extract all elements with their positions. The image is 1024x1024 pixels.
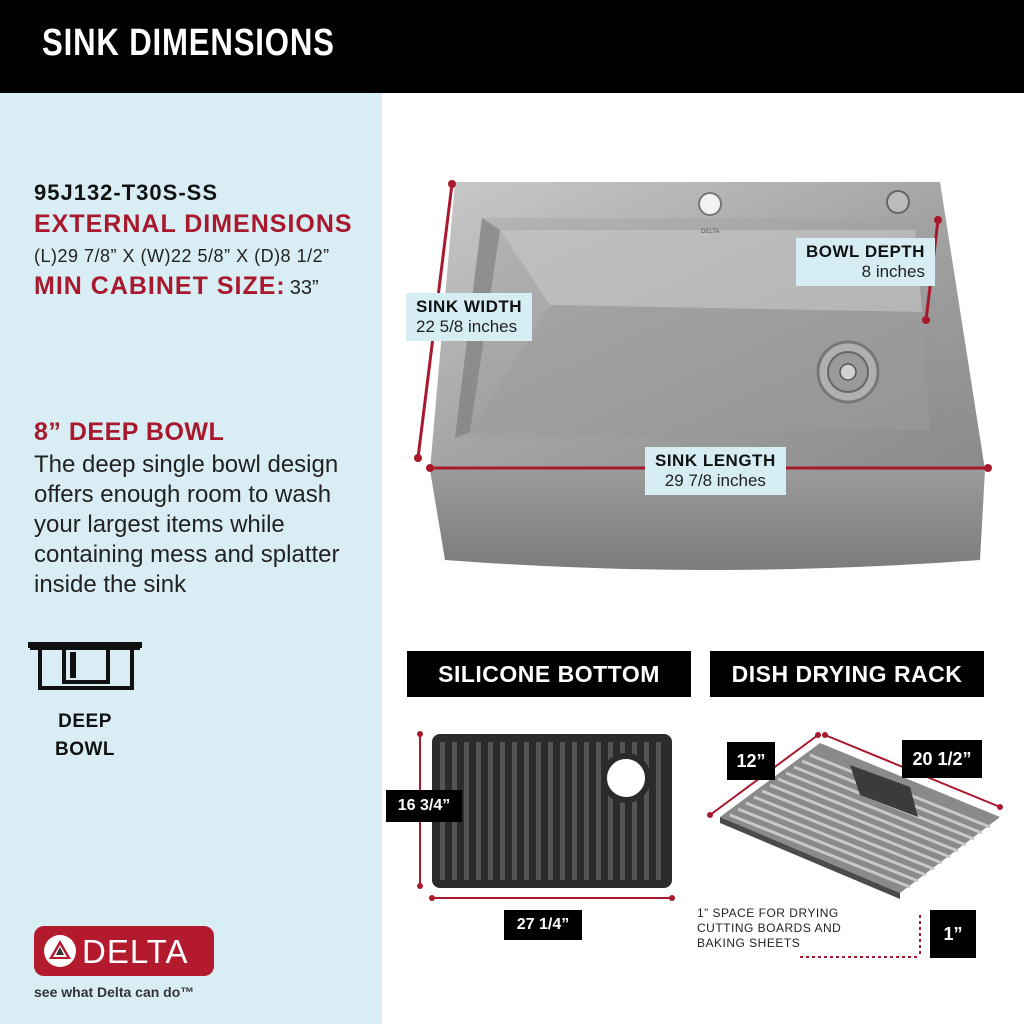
sink-length-title: SINK LENGTH: [655, 451, 776, 470]
bowl-depth-title: BOWL DEPTH: [806, 242, 925, 261]
delta-triangle-icon: [42, 933, 78, 969]
min-cabinet-label: MIN CABINET SIZE:: [34, 272, 286, 300]
drain-cutout-icon: [604, 756, 648, 800]
faucet-hole: [699, 193, 721, 215]
rack-clearance-label: 1”: [930, 910, 976, 958]
external-dimensions-title: EXTERNAL DIMENSIONS: [34, 210, 353, 238]
rack-clearance-note: 1” SPACE FOR DRYING CUTTING BOARDS AND BAKING SHEETS: [697, 906, 842, 950]
external-dimensions-value: (L)29 7/8” X (W)22 5/8” X (D)8 1/2”: [34, 246, 330, 266]
sink-width-callout: [406, 293, 532, 341]
rack-width-label: 20 1/2”: [902, 740, 982, 778]
drain-button-icon: [887, 191, 909, 213]
delta-logo: [34, 926, 214, 976]
grid-width-label: 27 1/4”: [504, 910, 582, 940]
sink-width-title: SINK WIDTH: [416, 297, 523, 316]
sink-length-value: 29 7/8 inches: [664, 471, 766, 490]
silicone-grid-title: SILICONE BOTTOM GRID: [407, 651, 691, 697]
sink-brand-mark: DELTA: [701, 229, 720, 235]
sink-width-value: 22 5/8 inches: [416, 317, 518, 336]
deep-bowl-title: 8” DEEP BOWL: [34, 418, 225, 446]
deep-bowl-description: The deep single bowl design offers enough room to wash your largest items while containing mess and splatter inside the sink: [34, 451, 340, 598]
page-header: [0, 0, 1024, 93]
sink-illustration: [400, 170, 1010, 600]
bowl-depth-value: 8 inches: [861, 262, 925, 281]
min-cabinet-value: 33”: [289, 277, 319, 299]
bowl-depth-callout: [796, 238, 935, 286]
model-number: 95J132-T30S-SS: [34, 180, 218, 205]
dish-rack-title: DISH DRYING RACK: [710, 651, 984, 697]
delta-logo-text: DELTA: [82, 933, 189, 970]
rack-depth-label: 12”: [727, 742, 775, 780]
sink-length-callout: [645, 447, 786, 495]
deep-bowl-label: DEEP BOWL: [54, 711, 116, 760]
page-title: SINK DIMENSIONS: [42, 22, 335, 64]
min-cabinet-size: [34, 272, 319, 301]
grid-height-label: 16 3/4”: [386, 790, 462, 822]
brand-tagline: see what Delta can do™: [34, 984, 195, 1000]
deep-bowl-icon: [28, 640, 144, 700]
